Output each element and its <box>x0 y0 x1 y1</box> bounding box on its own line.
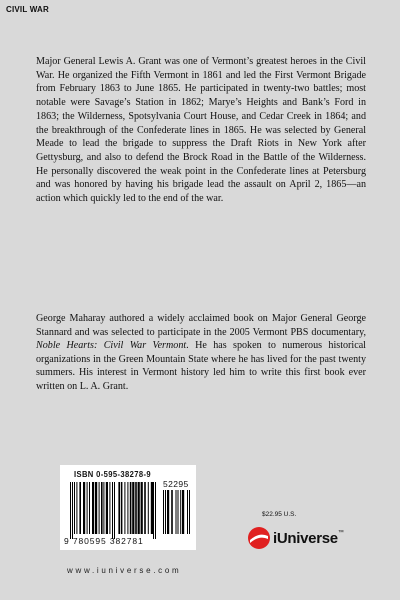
subject-description: Major General Lewis A. Grant was one of Vermont’s greatest heroes in the Civil War. He organized the Fifth Vermont in 1861 and led the First Vermont Brigade from February 1863 to June 1865. He participated in twenty-two battles; most notable were Savage’s Station in 1862; Marye’s Heights and Bank’s Ford in 1863; the Wilderness, Spotsylvania Court House, and Cedar Creek in 1864; and the breakthrough of the Confederate lines in 1865. He was selected by General Meade to lead the brigade to suppress the Draft Riots in New York after Gettysburg, and also to defend the Brock Road in the Battle of the Wilderness. He personally discovered the weak point in the Confederate lines at Petersburg and was honored by having his brigade lead the assault on April 2, 1865—an action which quickly led to the end of the war. <box>36 56 366 205</box>
barcode-bar <box>171 490 173 534</box>
barcode-guard-bar <box>114 482 115 539</box>
isbn-label: ISBN 0-595-38278-9 <box>74 470 151 479</box>
barcode-bar <box>92 482 94 534</box>
barcode-bar <box>148 482 149 534</box>
barcode-addon-digits: 52295 <box>163 479 189 489</box>
barcode-guard-bar <box>72 482 73 539</box>
barcode-bar <box>74 482 75 534</box>
barcode-guard-bar <box>112 482 113 539</box>
publisher-name: iUniverse™ <box>273 529 344 547</box>
barcode-bar <box>135 482 137 534</box>
barcode-bar <box>76 482 77 534</box>
barcode-bar <box>151 482 153 534</box>
barcode-bar <box>103 482 104 534</box>
barcode-bar <box>132 482 134 534</box>
publisher-logo <box>247 526 344 550</box>
barcode-ean-digits: 9 780595 382781 <box>64 536 144 546</box>
barcode-bar <box>89 482 90 534</box>
barcode-bar <box>101 482 103 534</box>
barcode-bar <box>118 482 120 534</box>
barcode-bar <box>130 482 132 534</box>
category-label: CIVIL WAR <box>6 5 49 14</box>
documentary-title: Noble Hearts: Civil War Vermont <box>36 340 187 352</box>
barcode-guard-bar <box>155 482 156 539</box>
barcode-guard-bar <box>165 490 166 534</box>
barcode-bar <box>99 482 100 534</box>
author-bio-text-2: . He has spoken to numerous historical organizations in the Green Mountain State where he has lived for the past twenty summers. His interest in Vermont history led him to write this first book ever written on L. A. Grant. <box>36 340 366 392</box>
isbn-barcode <box>60 465 196 550</box>
barcode-guard-bar <box>189 490 190 534</box>
barcode-bar <box>79 482 81 534</box>
iuniverse-logo-icon <box>247 526 271 550</box>
barcode-bar <box>144 482 146 534</box>
barcode-bar <box>83 482 85 534</box>
barcode-guard-bar <box>153 482 154 539</box>
author-bio-text-1: George Maharay authored a widely acclaimed book on Major General George Stannard and was selected to participate in the 2005 Vermont PBS documentary, <box>36 313 366 338</box>
barcode-bar <box>106 482 108 534</box>
author-bio <box>36 312 366 394</box>
publisher-website: www.iuniverse.com <box>67 566 182 575</box>
barcode-bar <box>127 482 128 534</box>
barcode-bar <box>141 482 143 534</box>
price-label: $22.95 U.S. <box>262 511 297 518</box>
barcode-bar <box>138 482 140 534</box>
barcode-guard-bar <box>176 490 177 534</box>
barcode-bar <box>121 482 123 534</box>
barcode-guard-bar <box>70 482 71 539</box>
barcode-guard-bar <box>163 490 164 534</box>
barcode-bar <box>180 490 181 534</box>
barcode-bar <box>87 482 88 534</box>
barcode-bar <box>182 490 184 534</box>
barcode-guard-bar <box>187 490 188 534</box>
barcode-guard-bar <box>178 490 179 534</box>
barcode-bar <box>109 482 110 534</box>
barcode-bar <box>124 482 125 534</box>
barcode-bar <box>167 490 169 534</box>
barcode-bar <box>95 482 97 534</box>
